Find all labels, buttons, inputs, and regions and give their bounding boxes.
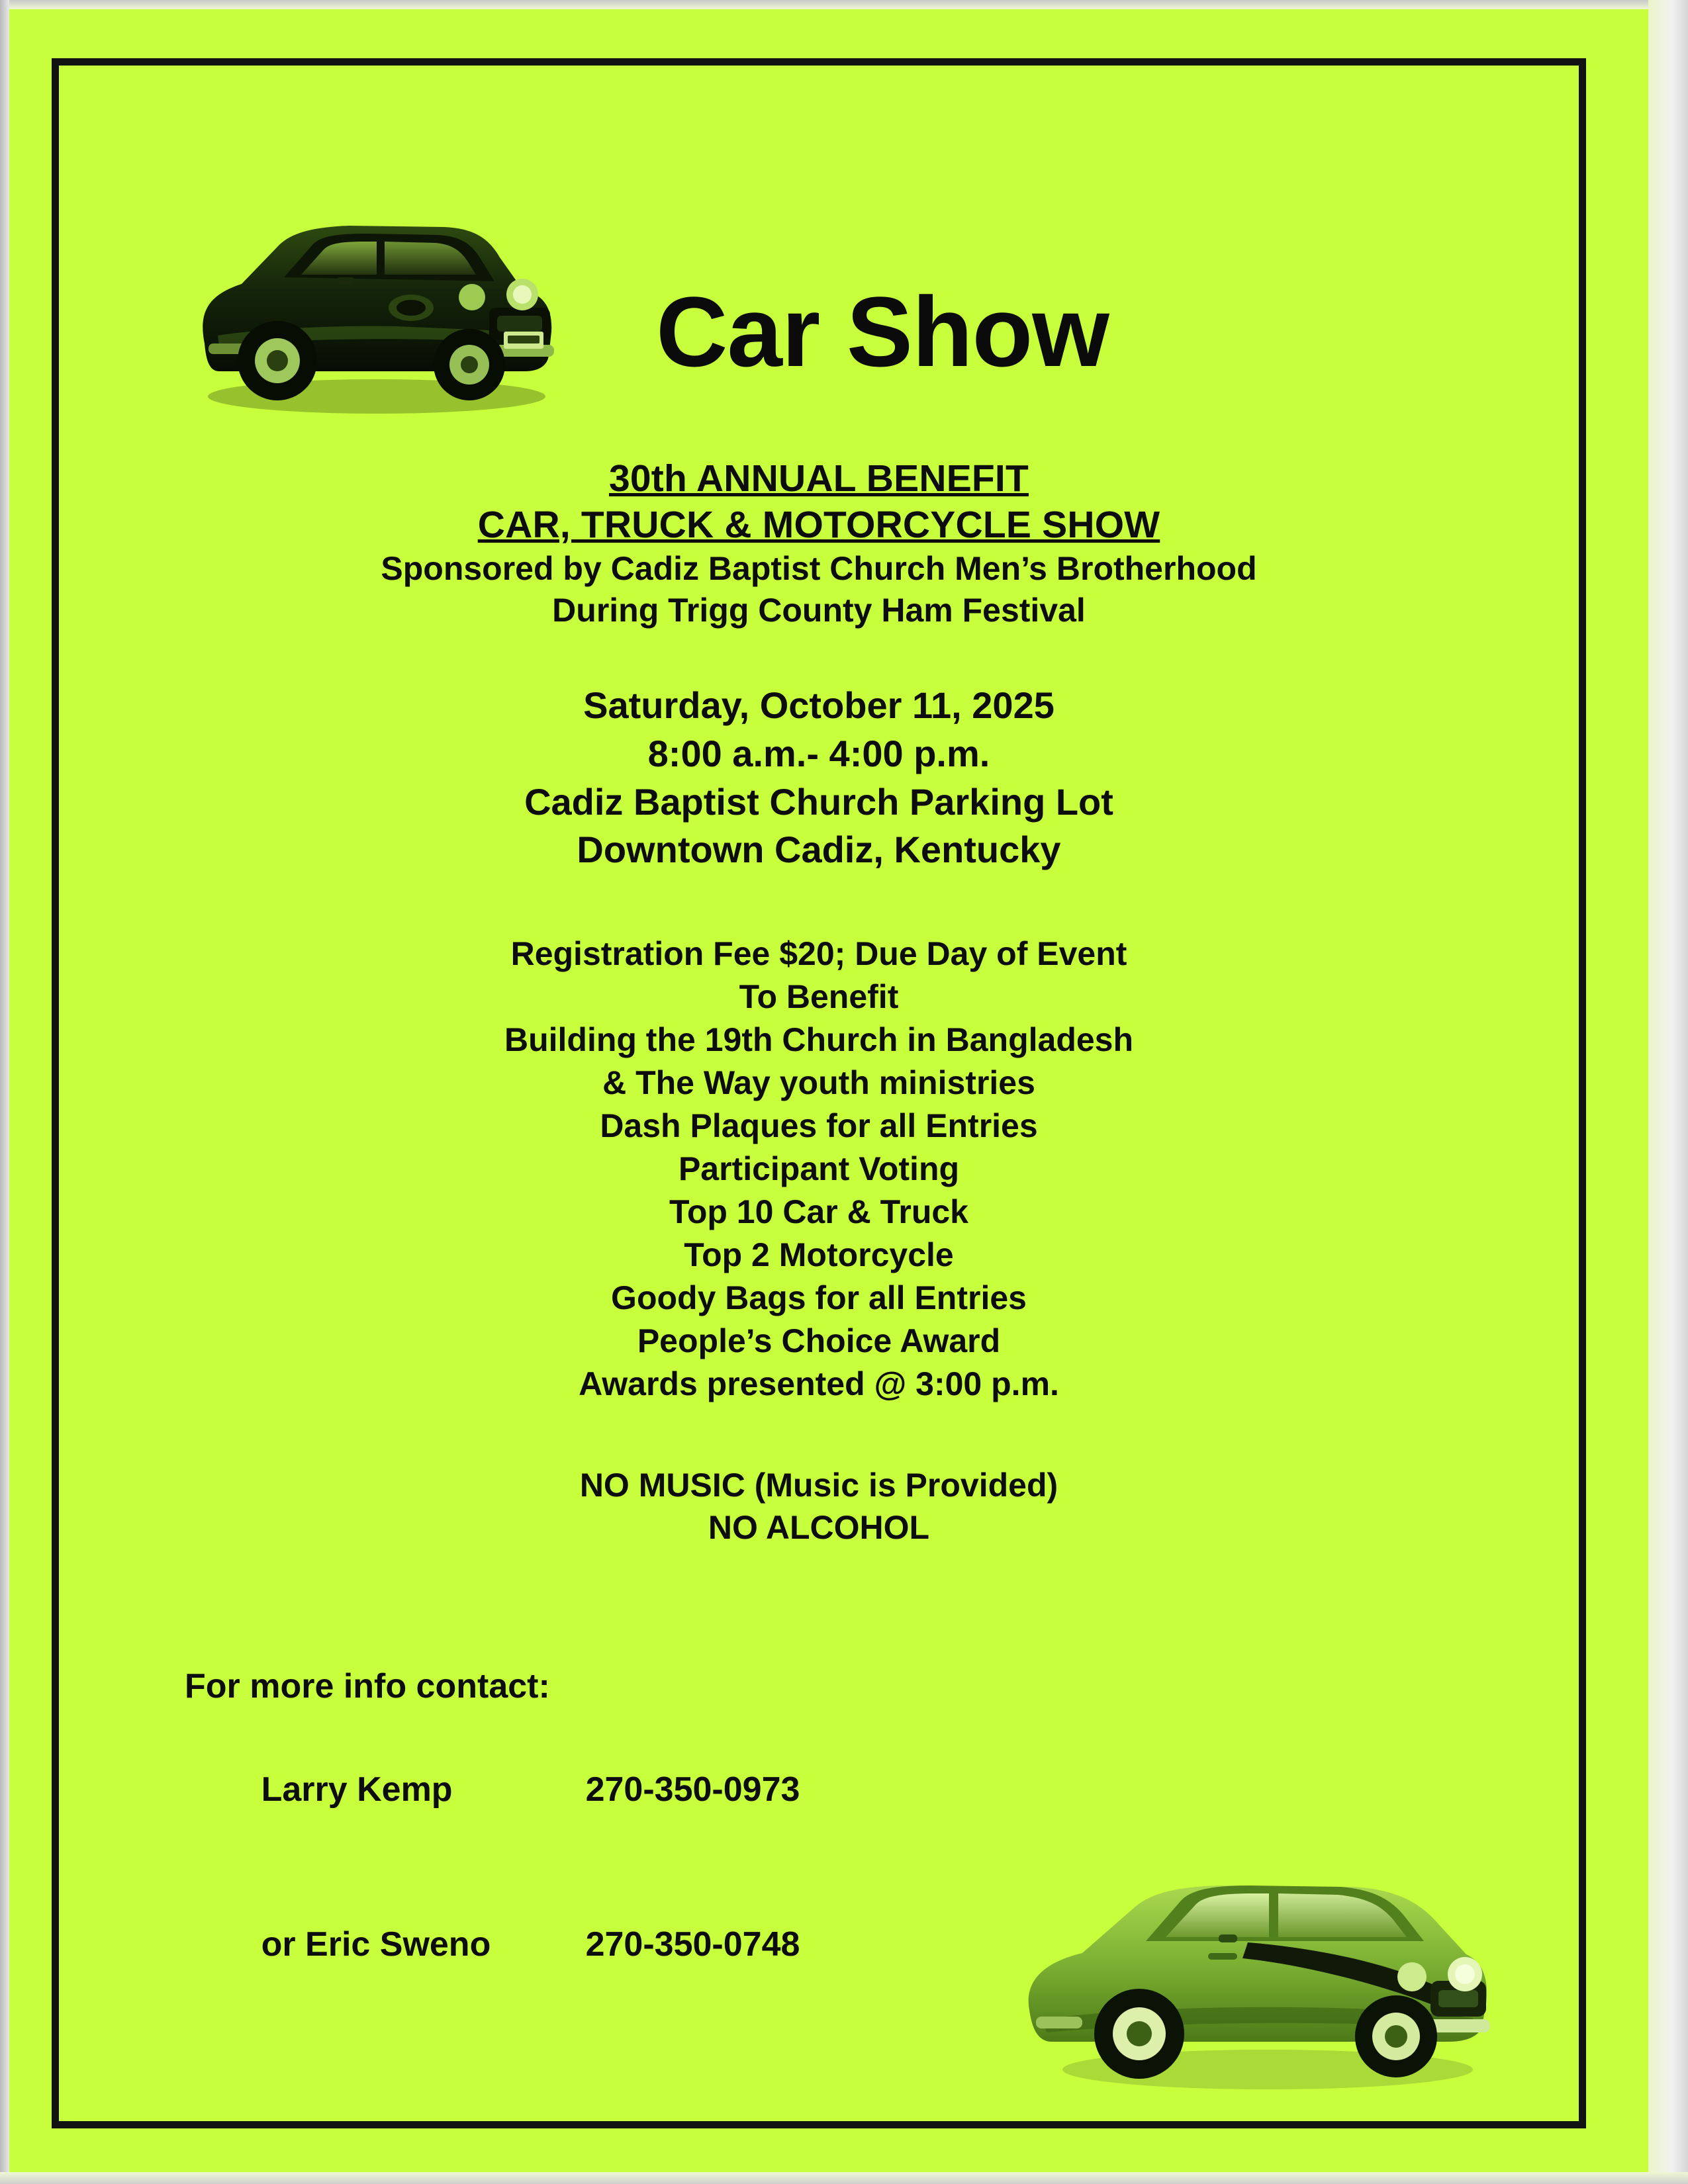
sponsor-line-2: During Trigg County Ham Festival — [552, 592, 1086, 629]
scan-edge-bottom — [0, 2172, 1688, 2184]
detail-line: Dash Plaques for all Entries — [600, 1107, 1038, 1145]
muscle-car-photo — [1009, 1823, 1499, 2101]
detail-line: Awards presented @ 3:00 p.m. — [579, 1365, 1059, 1403]
page-title: Car Show — [656, 275, 1109, 387]
detail-line: Top 10 Car & Truck — [669, 1193, 968, 1231]
headline-line-1: 30th ANNUAL BENEFIT — [608, 457, 1029, 500]
scan-edge-right — [1648, 0, 1688, 2184]
detail-line: People’s Choice Award — [637, 1322, 1001, 1360]
detail-line: To Benefit — [739, 978, 899, 1016]
event-city: Downtown Cadiz, Kentucky — [577, 829, 1061, 871]
contact-row — [185, 1712, 800, 1867]
contact-block — [185, 1661, 800, 2022]
contact-row — [185, 1867, 800, 2022]
detail-line: Registration Fee $20; Due Day of Event — [510, 935, 1127, 973]
sponsor-line-1: Sponsored by Cadiz Baptist Church Men’s Brotherhood — [381, 550, 1257, 588]
notice-line: NO ALCOHOL — [708, 1509, 930, 1547]
notice-line: NO MUSIC (Music is Provided) — [579, 1467, 1058, 1504]
contact-heading: For more info contact: — [185, 1667, 550, 1706]
detail-line: Top 2 Motorcycle — [684, 1236, 954, 1274]
headline-line-2: CAR, TRUCK & MOTORCYCLE SHOW — [477, 503, 1160, 546]
contact-phone: 270-350-0748 — [585, 1925, 800, 1964]
contact-name: Larry Kemp — [261, 1770, 453, 1809]
flyer-border — [52, 58, 1586, 2128]
flyer-body — [59, 456, 1579, 1549]
scan-edge-left — [0, 0, 9, 2184]
event-date: Saturday, October 11, 2025 — [583, 684, 1055, 727]
detail-line: Building the 19th Church in Bangladesh — [504, 1021, 1134, 1059]
event-venue: Cadiz Baptist Church Parking Lot — [524, 780, 1113, 823]
detail-line: Participant Voting — [678, 1150, 960, 1188]
detail-line: Goody Bags for all Entries — [611, 1279, 1027, 1317]
contact-phone: 270-350-0973 — [585, 1770, 800, 1809]
scan-edge-top — [0, 0, 1688, 9]
contact-name: or Eric Sweno — [261, 1925, 491, 1964]
event-time: 8:00 a.m.- 4:00 p.m. — [647, 732, 990, 774]
detail-line: & The Way youth ministries — [602, 1064, 1035, 1102]
